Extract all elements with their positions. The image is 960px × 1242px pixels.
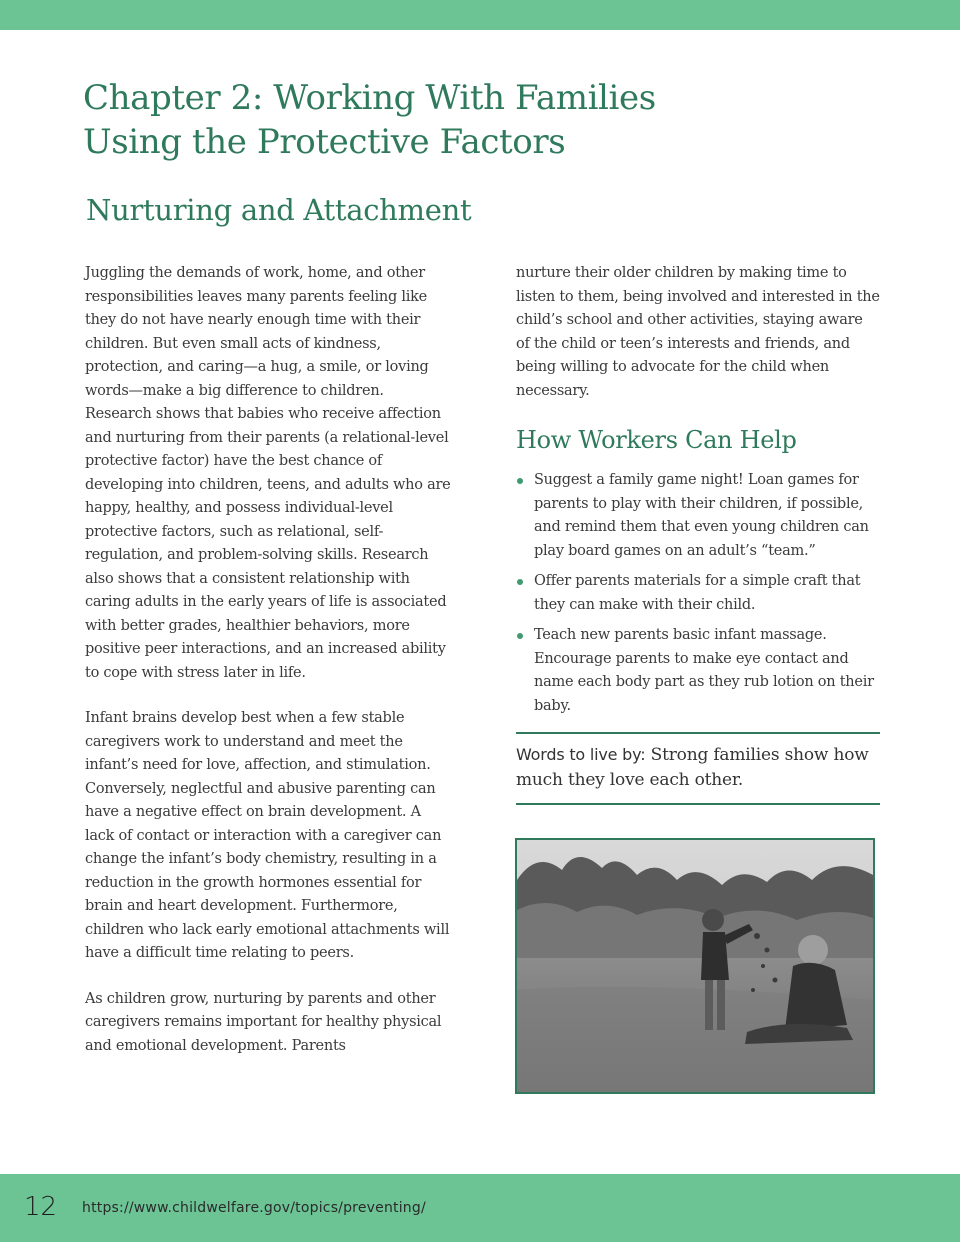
list-item-text: Offer parents materials for a simple craft that they can make with their child.	[534, 573, 861, 613]
words-to-live-by-label: Words to live by:	[516, 745, 646, 764]
top-color-band	[0, 0, 960, 30]
help-heading: How Workers Can Help	[516, 426, 797, 454]
photo-child-and-parent-in-park	[515, 838, 875, 1094]
list-item	[516, 469, 880, 563]
right-column	[516, 262, 880, 805]
chapter-title	[83, 76, 783, 164]
chapter-title-line-2: Using the Protective Factors	[83, 122, 566, 162]
left-column	[85, 262, 453, 1080]
words-to-live-by-callout	[516, 732, 880, 805]
section-title: Nurturing and Attachment	[86, 193, 472, 227]
page-number: 12	[24, 1192, 58, 1222]
bullet-dot-icon	[517, 633, 523, 639]
bullet-dot-icon	[517, 579, 523, 585]
body-paragraph: nurture their older children by making time to listen to them, being involved and interested in the child’s school and other activities, staying aware of the child or teen’s interests and friends, and being willing to advocate for the child when necessary.	[516, 265, 880, 399]
list-item	[516, 624, 880, 718]
list-item-text: Teach new parents basic infant massage. Encourage parents to make eye contact and name each body part as they rub lotion on their baby.	[534, 627, 874, 714]
chapter-title-line-1: Chapter 2: Working With Families	[83, 78, 656, 118]
list-item-text: Suggest a family game night! Loan games for parents to play with their children, if possible, and remind them that even young children can play board games on an adult’s “team.”	[534, 472, 869, 559]
bullet-dot-icon	[517, 478, 523, 484]
park-photo-illustration	[517, 840, 873, 1092]
body-paragraph: Juggling the demands of work, home, and other responsibilities leaves many parents feeling like they do not have nearly enough time with their children. But even small acts of kindness, protection, and caring—a hug, a smile, or loving words—make a big difference to children. Research shows that babies who receive affection and nurturing from their parents (a relational-level protective factor) have the best chance of developing into children, teens, and adults who are happy, healthy, and possess individual-level protective factors, such as relational, self-regulation, and problem-solving skills. Research also shows that a consistent relationship with caring adults in the early years of life is associated with better grades, healthier behaviors, more positive peer interactions, and an increased ability to cope with stress later in life.	[85, 265, 451, 681]
footer-url-link[interactable]: https://www.childwelfare.gov/topics/preventing/	[82, 1200, 426, 1216]
help-list	[516, 469, 880, 718]
body-paragraph: As children grow, nurturing by parents and other caregivers remains important for healthy physical and emotional development. Parents	[85, 990, 442, 1054]
body-paragraph: Infant brains develop best when a few stable caregivers work to understand and meet the infant’s need for love, affection, and stimulation. Conversely, neglectful and abusive parenting can have a negative effect on brain development. A lack of contact or interaction with a caregiver can change the infant’s body chemistry, resulting in a reduction in the growth hormones essential for brain and heart development. Furthermore, children who lack early emotional attachments will have a difficult time relating to peers.	[85, 710, 450, 961]
list-item	[516, 570, 880, 617]
words-to-live-by-text: Strong families show how much they love each other.	[516, 745, 869, 790]
